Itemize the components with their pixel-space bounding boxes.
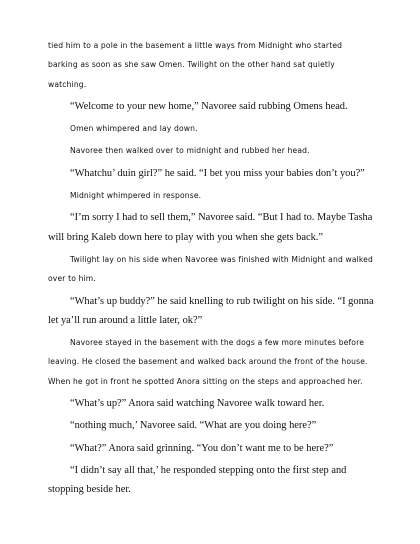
paragraph: Midnight whimpered in response. <box>70 191 202 201</box>
paragraph: “Whatchu’ duin girl?” he said. “I bet you miss your babies don’t you?” <box>70 167 365 179</box>
paragraph: “I’m sorry I had to sell them,” Navoree said. “But I had to. Maybe Tasha will bring Kaleb down here to play with you when she gets back.” <box>48 212 373 243</box>
page-body <box>48 36 374 503</box>
paragraph: “What?” Anora said grinning. “You don’t want me to be here?” <box>70 442 334 454</box>
paragraph: Omen whimpered and lay down. <box>70 124 198 134</box>
paragraph: “Welcome to your new home,” Navoree said rubbing Omens head. <box>70 100 348 112</box>
paragraph: tied him to a pole in the basement a little ways from Midnight who started barking as soon as she saw Omen. Twilight on the other hand sat quietly watching. <box>48 41 343 89</box>
paragraph: “What’s up?” Anora said watching Navoree walk toward her. <box>70 398 325 410</box>
paragraph: “nothing much,’ Navoree said. “What are you doing here?” <box>70 420 317 432</box>
paragraph: Navoree stayed in the basement with the dogs a few more minutes before leaving. He closed the basement and walked back around the front of the house. When he got in front he spotted Anora sitting on the steps and approached her. <box>48 338 368 386</box>
paragraph: Navoree then walked over to midnight and rubbed her head. <box>70 146 310 156</box>
paragraph: “What’s up buddy?” he said knelling to rub twilight on his side. “I gonna let ya’ll run around a little later, ok?” <box>48 295 374 326</box>
paragraph: Twilight lay on his side when Navoree was finished with Midnight and walked over to him. <box>48 254 373 284</box>
paragraph: “I didn’t say all that,’ he responded stepping onto the first step and stopping beside her. <box>48 464 347 496</box>
